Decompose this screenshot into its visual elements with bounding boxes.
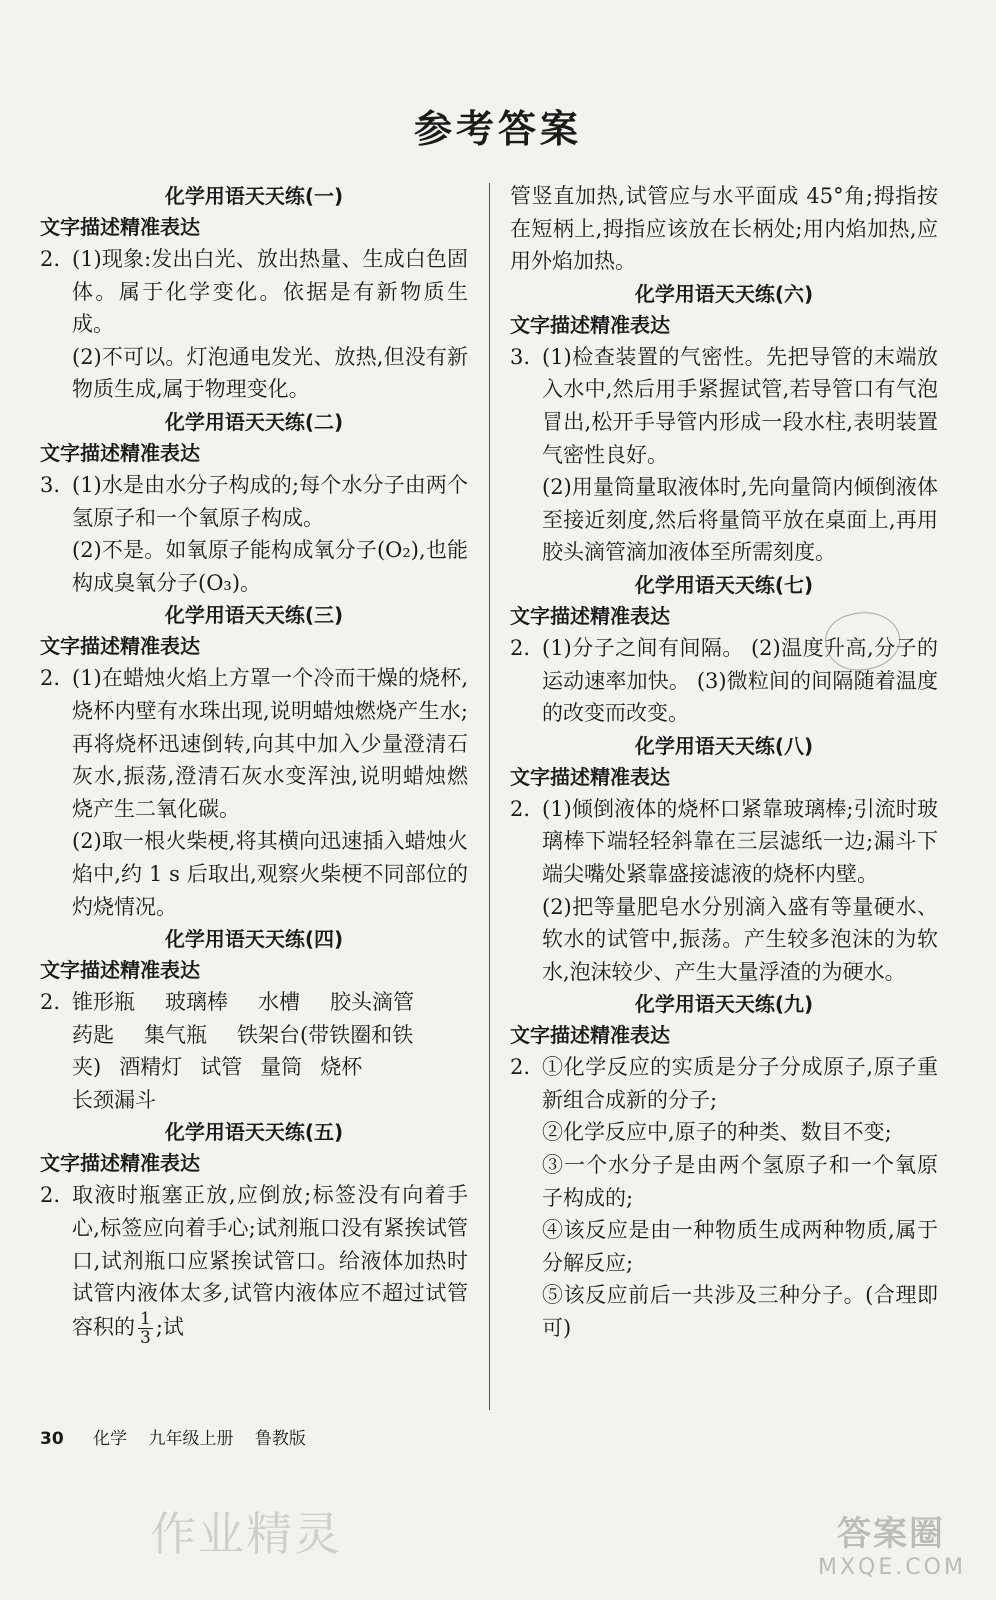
- section-title: 化学用语天天练(五): [164, 1120, 344, 1145]
- section-subtitle: 文字描述精准表达: [510, 764, 670, 789]
- answer-item: [510, 793, 938, 989]
- answer-line: (1)分子之间有间隔。 (2)温度升高,分子的运动速率加快。 (3)微粒间的间隔随着温度的改变而改变。: [542, 635, 938, 726]
- answer-line: ①化学反应的实质是分子分成原子,原子重新组合成新的分子;: [542, 1055, 938, 1112]
- answer-line: ⑤该反应前后一共涉及三种分子。(合理即可): [542, 1283, 938, 1341]
- answer-line: (1)倾倒液体的烧杯口紧靠玻璃棒;引流时玻璃棒下端轻轻斜靠在三层滤纸一边;漏斗下端尖嘴处紧靠盛接滤液的烧杯内壁。: [542, 796, 938, 886]
- section-subtitle: 文字描述精准表达: [510, 1023, 670, 1048]
- section-title: 化学用语天天练(九): [634, 992, 814, 1017]
- section-subtitle: 文字描述精准表达: [40, 958, 200, 983]
- section-subtitle: 文字描述精准表达: [40, 634, 200, 659]
- apparatus-name: 胶头滴管: [330, 990, 414, 1015]
- section-4: [40, 923, 468, 1116]
- section-subtitle: 文字描述精准表达: [40, 440, 200, 465]
- column-divider: [489, 183, 490, 1410]
- section-title: 化学用语天天练(一): [164, 184, 344, 208]
- section-3: [40, 599, 468, 923]
- answer-line: (1)在蜡烛火焰上方罩一个冷而干燥的烧杯,烧杯内壁有水珠出现,说明蜡烛燃烧产生水;再将烧杯迅速倒转,向其中加入少量澄清石灰水,振荡,澄清石灰水变浑浊,说明蜡烛燃烧产生二氧化碳。: [72, 666, 468, 821]
- footer-edition: 鲁教版: [254, 1429, 306, 1449]
- section-title: 化学用语天天练(七): [634, 572, 814, 597]
- answer-item: [40, 662, 468, 923]
- apparatus-name: 锥形瓶: [72, 990, 135, 1015]
- watermark-left: 作业精灵: [150, 1507, 342, 1561]
- answer-line: (2)把等量肥皂水分别滴入盛有等量硬水、软水的试管中,振荡。产生较多泡沫的为软水,泡沫较少、产生大量浮渣的为硬水。: [542, 894, 938, 984]
- question-number: 2.: [510, 635, 531, 660]
- footer-subject: 化学: [93, 1429, 128, 1449]
- section-subtitle: 文字描述精准表达: [40, 1151, 200, 1176]
- answer-line: (1)现象:发出白光、放出热量、生成白色固体。属于化学变化。依据是有新物质生成。: [72, 247, 468, 337]
- section-subtitle: 文字描述精准表达: [510, 312, 670, 337]
- apparatus-name: 长颈漏斗: [72, 1087, 156, 1112]
- fraction: [138, 1310, 153, 1347]
- answer-line: (1)水是由水分子构成的;每个水分子由两个氢原子和一个氧原子构成。: [72, 472, 468, 530]
- fraction-denominator: 3: [140, 1327, 151, 1348]
- section-title: 化学用语天天练(六): [634, 281, 814, 306]
- answer-item: [510, 1051, 938, 1344]
- section-2: [40, 406, 468, 599]
- apparatus-name: 酒精灯: [119, 1055, 183, 1080]
- answer-line: [72, 1179, 468, 1346]
- question-number: 2.: [510, 796, 531, 821]
- section-9: [510, 988, 938, 1344]
- section-title: 化学用语天天练(二): [164, 409, 344, 434]
- apparatus-name: 铁架台(带铁圈和铁: [237, 1022, 414, 1047]
- answer-line: (2)不是。如氧原子能构成氧分子(O₂),也能构成臭氧分子(O₃)。: [72, 538, 468, 595]
- apparatus-name: 量筒: [260, 1055, 303, 1080]
- answer-line: ③一个水分子是由两个氢原子和一个氧原子构成的;: [542, 1153, 938, 1210]
- section-subtitle: 文字描述精准表达: [40, 215, 200, 239]
- apparatus-name: 烧杯: [320, 1055, 363, 1080]
- apparatus-name: 试管: [200, 1055, 243, 1080]
- section-1: [40, 180, 468, 406]
- question-number: 2.: [40, 990, 61, 1015]
- question-number: 2.: [40, 247, 61, 271]
- apparatus-name: 集气瓶: [144, 1022, 207, 1047]
- answer-text: ;试: [155, 1314, 184, 1339]
- answer-item: [40, 243, 468, 406]
- watermark-right-url: MXQE.COM: [818, 1555, 966, 1580]
- section-title: 化学用语天天练(三): [164, 603, 344, 628]
- question-number: 2.: [40, 1183, 61, 1208]
- answer-line: (2)不可以。灯泡通电发光、放热,但没有新物质生成,属于物理变化。: [72, 344, 468, 402]
- apparatus-name: 玻璃棒: [165, 990, 228, 1015]
- answer-item: [510, 341, 938, 569]
- question-number: 2.: [40, 666, 61, 691]
- section-title: 化学用语天天练(八): [634, 733, 814, 758]
- question-number: 3.: [40, 472, 61, 497]
- section-title: 化学用语天天练(四): [164, 927, 344, 952]
- apparatus-list: [72, 986, 468, 1116]
- answer-item: [40, 986, 468, 1116]
- apparatus-name: 夹): [72, 1055, 102, 1080]
- section-5: [40, 1116, 468, 1346]
- answer-continuation: 管竖直加热,试管应与水平面成 45°角;拇指按在短柄上,拇指应该放在长柄处;用内焰加热,应用外焰加热。: [510, 184, 938, 274]
- answer-line: ④该反应是由一种物质生成两种物质,属于分解反应;: [542, 1218, 938, 1275]
- answer-line: (2)取一根火柴梗,将其横向迅速插入蜡烛火焰中,约 1 s 后取出,观察火柴梗不同部位的灼烧情况。: [72, 829, 468, 919]
- section-8: [510, 730, 938, 989]
- section-subtitle: 文字描述精准表达: [510, 603, 670, 628]
- answer-text: 取液时瓶塞正放,应倒放;标签没有向着手心,标签应向着手心;试剂瓶口没有紧挨试管口,试剂瓶口应紧挨试管口。给液体加热时试管内液体太多,试管内液体应不超过试管容积的: [72, 1183, 468, 1339]
- answer-item: [40, 469, 468, 599]
- answer-line: (2)用量筒量取液体时,先向量筒内倾倒液体至接近刻度,然后将量筒平放在桌面上,再用胶头滴管滴加液体至所需刻度。: [542, 475, 938, 565]
- fraction-numerator: 1: [140, 1308, 151, 1329]
- page-footer: [40, 1424, 322, 1449]
- watermark-right-logo: [818, 1506, 964, 1592]
- watermark-right-title: 答案圈: [837, 1514, 945, 1554]
- answer-line: (1)检查装置的气密性。先把导管的末端放入水中,然后用手紧握试管,若导管口有气泡冒出,松开手导管内形成一段水柱,表明装置气密性良好。: [542, 344, 938, 467]
- footer-grade: 九年级上册: [148, 1429, 234, 1449]
- page-number: 30: [40, 1429, 64, 1449]
- apparatus-name: 水槽: [258, 990, 300, 1015]
- answer-item: [40, 1179, 468, 1346]
- page-title: 参考答案: [413, 107, 582, 151]
- right-column: [510, 180, 938, 1345]
- question-number: 2.: [510, 1055, 531, 1080]
- section-6: [510, 278, 938, 569]
- question-number: 3.: [510, 344, 531, 369]
- apparatus-name: 药匙: [72, 1022, 114, 1047]
- left-column: [40, 180, 468, 1347]
- answer-line: ②化学反应中,原子的种类、数目不变;: [542, 1120, 892, 1145]
